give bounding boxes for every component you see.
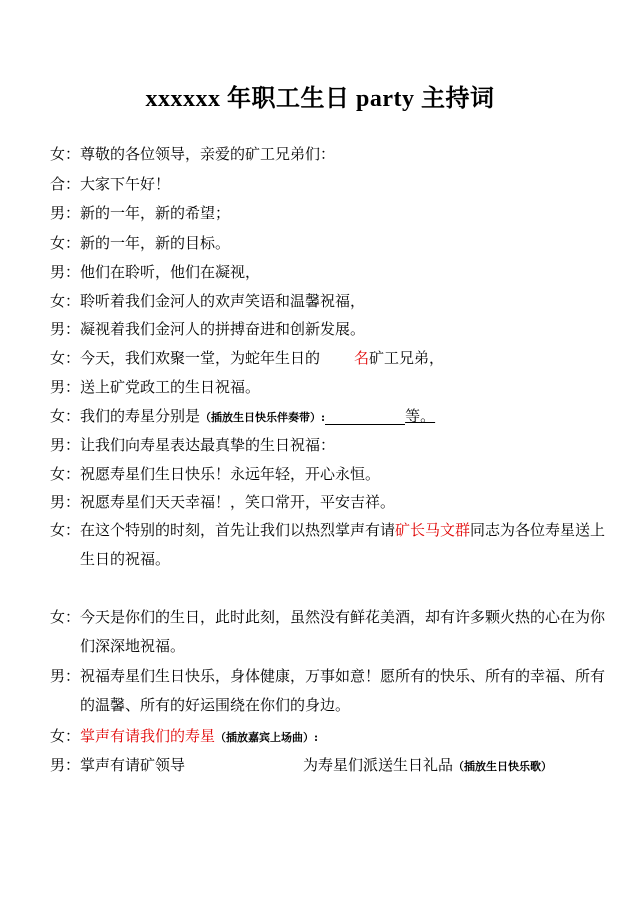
line-continuation: 生日的祝福。 [80,550,171,568]
script-line [50,322,616,337]
script-line [50,409,616,425]
script-line [50,147,616,162]
line-text: 祝愿寿星们天天幸福！，笑口常开，平安吉祥。 [80,493,396,511]
line-text: 同志为各位寿星送上 [470,521,606,539]
line-text: 在这个特别的时刻，首先让我们以热烈掌声有请 [80,521,396,539]
line-text: 今天，我们欢聚一堂，为蛇年生日的 [80,349,321,367]
line-text: 新的一年，新的目标。 [80,234,231,252]
script-line [50,516,616,574]
highlight-text: 名 [354,349,370,367]
line-text: 聆听着我们金河人的欢声笑语和温馨祝福， [80,292,366,310]
script-line [50,206,616,221]
speaker-label: 女： [50,292,81,310]
script-line [50,380,616,395]
line-text: 新的一年，新的希望； [80,204,231,222]
line-text: 今天是你们的生日，此时此刻，虽然没有鲜花美酒，却有许多颗火热的心在为你 [80,608,606,626]
line-text: 祝福寿星们生日快乐，身体健康，万事如意！愿所有的快乐、所有的幸福、所有 [80,667,606,685]
script-line [50,729,616,745]
line-text: 为寿星们派送生日礼品 [303,756,454,774]
speaker-label: 男： [50,436,81,454]
line-text: 尊敬的各位领导，亲爱的矿工兄弟们： [80,145,336,163]
highlight-text: 矿长马文群 [395,521,471,539]
page-title: xxxxxx 年职工生日 party 主持词 [145,86,495,112]
highlight-text: 掌声有请我们的寿星 [80,727,216,745]
script-line [50,236,616,251]
speaker-label: 男： [50,320,81,338]
speaker-label: 男： [50,493,81,511]
stage-note: （插放嘉宾上场曲）: [215,731,319,744]
blank-underline [325,411,405,425]
script-line [50,438,616,453]
script-line [50,294,616,309]
line-text: 等。 [405,407,436,425]
line-text: 送上矿党政工的生日祝福。 [80,378,261,396]
script-line [50,351,616,366]
line-text: 掌声有请矿领导 [80,756,186,774]
script-line [50,603,616,661]
speaker-label: 女： [50,349,81,367]
script-line [50,265,616,280]
speaker-label: 女： [50,727,81,745]
speaker-label: 男： [50,756,81,774]
line-text: 祝愿寿星们生日快乐！永远年轻，开心永恒。 [80,465,381,483]
line-text: 我们的寿星分别是 [80,407,201,425]
speaker-label: 女： [50,521,81,539]
line-continuation: 的温馨、所有的好运围绕在你们的身边。 [80,696,351,714]
speaker-label: 男： [50,378,81,396]
line-continuation: 们深深地祝福。 [80,637,186,655]
line-text: 他们在聆听，他们在凝视， [80,263,261,281]
line-text: 让我们向寿星表达最真挚的生日祝福： [80,436,336,454]
script-line [50,177,616,192]
line-text: 凝视着我们金河人的拼搏奋进和创新发展。 [80,320,366,338]
speaker-label: 男： [50,263,81,281]
speaker-label: 女： [50,234,81,252]
speaker-label: 女： [50,407,81,425]
speaker-label: 女： [50,145,81,163]
stage-note: （插放生日快乐伴奏带）: [200,411,326,424]
speaker-label: 男： [50,204,81,222]
speaker-label: 合： [50,175,81,193]
script-line [50,758,616,774]
script-line [50,662,616,720]
line-text: 大家下午好！ [80,175,171,193]
script-line [50,467,616,482]
speaker-label: 女： [50,608,81,626]
line-text: 矿工兄弟， [369,349,445,367]
speaker-label: 男： [50,667,81,685]
script-line [50,495,616,510]
stage-note: （插放生日快乐歌） [453,760,553,773]
speaker-label: 女： [50,465,81,483]
